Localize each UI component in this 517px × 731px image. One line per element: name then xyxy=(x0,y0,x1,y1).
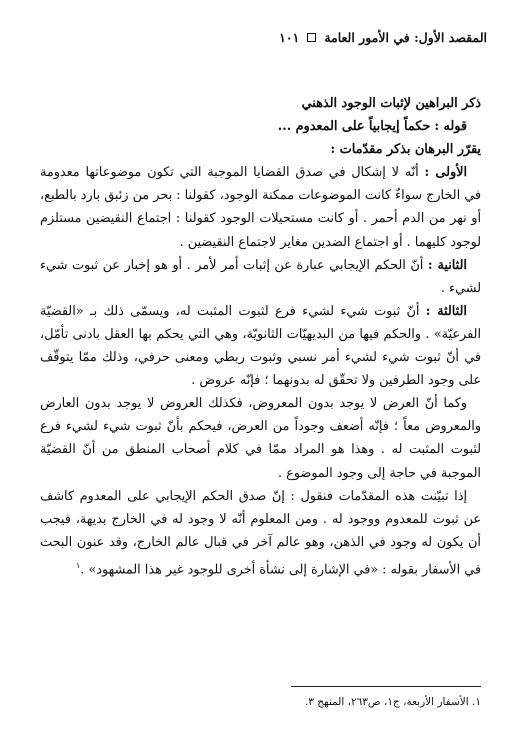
quote-text: حكماً إيجابياً على المعدوم ... xyxy=(277,119,431,135)
paragraph-fifth xyxy=(40,485,481,582)
body-text xyxy=(40,92,481,581)
paragraph-first-label: الأولى : xyxy=(424,165,468,181)
paragraph-second-text: أنّ الحكم الإيجابي عبارة عن إثبات أمر لأمر . أو هو إخبار عن ثبوت شيء لشيء . xyxy=(40,257,481,296)
page-number: ١٠١ xyxy=(279,29,300,45)
paragraph-third xyxy=(40,300,481,392)
paragraph-first-text: أنّه لا إشكال في صدق القضايا الموجبة التي تكون موضوعاتها معدومة في الخارج سواءٌ كانت الموضوعات ممكنة الوجود، كقولنا : بحر من زئبق بارد بالطبع، أو نهر من الدم أحمر . أو كانت مستحيلات الوجود كقولنا : اجتماع النقيضين مستلزم لوجود كليهما . أو اجتماع الضدين مغاير لاجتماع النقيضين . xyxy=(40,165,481,250)
footnote: ١. الأسفار الأربعة، ج١، ص٢٦٣، المنهج ٣. xyxy=(304,696,481,708)
paragraph-second xyxy=(40,254,481,300)
running-header xyxy=(40,28,487,46)
footnote-reference: ١ xyxy=(76,560,81,570)
quote-label: قوله : xyxy=(434,119,467,135)
quote-line xyxy=(40,115,481,138)
section-heading: ذكر البراهين لإثبات الوجود الذهني xyxy=(301,96,481,111)
paragraph-second-label: الثانية : xyxy=(427,257,467,273)
header-separator-box xyxy=(307,33,316,42)
running-title: المقصد الأول: في الأمور العامة xyxy=(324,29,487,45)
paragraph-third-label: الثالثة : xyxy=(425,303,467,319)
paragraph-first xyxy=(40,161,481,253)
paragraph-fourth: وكما أنّ العرض لا يوجد بدون المعروض، فكذلك العروض لا يوجد بدون العارض والمعروض معاً ؛ فإنّه أضعف وجوداً من العرض، فيحكم بأنّ ثبوت شيء لشيء فرع لثبوت المثبت له . وهذا هو المراد ممّا في كلام أصحاب المنطق من أنّ القضيّة الموجبة في حاجة إلى وجود الموضوع . xyxy=(40,396,481,481)
intro-line: يقرّر البرهان بذكر مقدّمات : xyxy=(330,142,481,158)
paragraph-third-text: أنّ ثبوت شيء لشيء فرع لثبوت المثبت له، ويسمّى ذلك بـ «القضيّة الفرعيّة» . والحكم فيها من البديهيّات الثانويّة، وهي التي يحكم بها العقل بادنى تأمّل، في أنّ ثبوت شيء لشيء أمر نسبي وثبوت ربطي ومعنى حرفي، وذلك ممّا يتوقّف على وجود الطرفين ولا تحقّق له بدونهما ؛ فإنّه عروض . xyxy=(40,303,481,389)
footnote-divider xyxy=(291,686,481,687)
paragraph-fifth-text: إذا تبيّنت هذه المقدّمات فنقول : إنّ صدق الحكم الإيجابي على المعدوم كاشف عن ثبوت للمعدوم ووجود له . ومن المعلوم أنّه لا وجود له في الخارج بديهة، فيجب أن يكون له وجود في الذهن، وهو عالم آخر في قبال عالم الخارج، وقد عنون البحث في الأسفار بقوله : «في الإشارة إلى نشأة أخرى للوجود غير هذا المشهود» . xyxy=(40,488,481,578)
